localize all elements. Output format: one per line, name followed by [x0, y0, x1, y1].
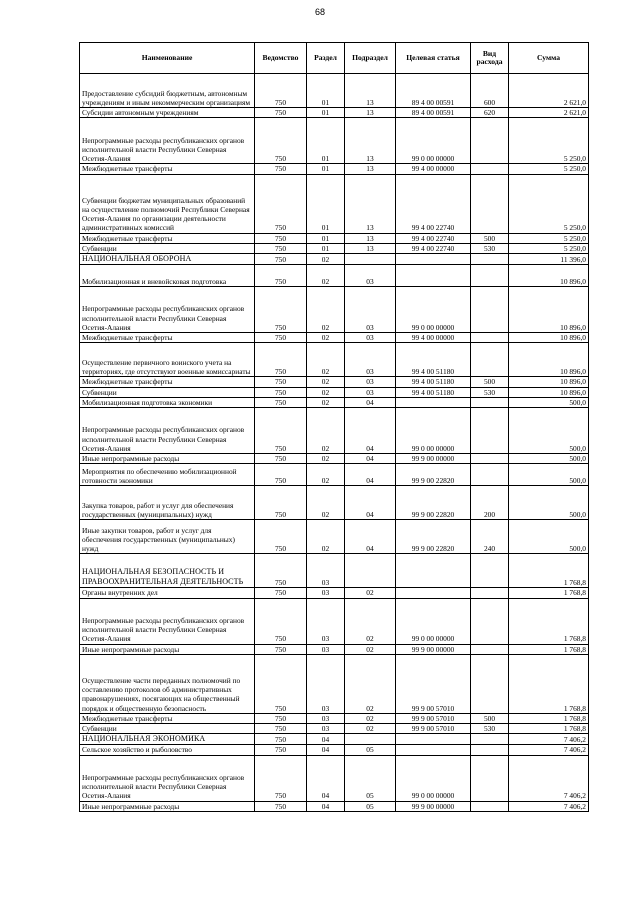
cell-vid-raskhoda: 200: [471, 486, 509, 520]
cell-razdel: 01: [307, 233, 345, 243]
header-podrazdel: Подраздел: [345, 43, 396, 74]
cell-vid-raskhoda: [471, 734, 509, 745]
cell-celevaya-statya: 99 9 00 22820: [396, 520, 471, 554]
table-row: [80, 343, 589, 377]
cell-podrazdel: [345, 554, 396, 588]
cell-vid-raskhoda: [471, 454, 509, 464]
cell-name: Иные непрограммные расходы: [80, 801, 255, 811]
cell-name: Субвенции бюджетам муниципальных образований на осуществление полномочий Республики Северная Осетия-Алания по организации деятельности административных комиссий: [80, 174, 255, 233]
cell-name: Мероприятия по обеспечению мобилизационной готовности экономики: [80, 464, 255, 486]
cell-celevaya-statya: 99 9 00 00000: [396, 644, 471, 654]
cell-name: Иные непрограммные расходы: [80, 454, 255, 464]
table-row: [80, 598, 589, 644]
cell-summa: 7 406,2: [509, 745, 589, 755]
cell-razdel: 04: [307, 755, 345, 801]
table-row: [80, 243, 589, 253]
cell-name: Межбюджетные трансферты: [80, 164, 255, 174]
cell-name: Осуществление первичного воинского учета на территориях, где отсутствуют военные комиссариаты: [80, 343, 255, 377]
cell-podrazdel: 03: [345, 377, 396, 387]
cell-podrazdel: 04: [345, 397, 396, 407]
cell-vid-raskhoda: [471, 174, 509, 233]
cell-celevaya-statya: 99 4 00 00000: [396, 333, 471, 343]
cell-summa: 10 896,0: [509, 377, 589, 387]
table-row: [80, 644, 589, 654]
table-header-row: [80, 43, 589, 74]
cell-name: НАЦИОНАЛЬНАЯ ОБОРОНА: [80, 254, 255, 265]
cell-razdel: 01: [307, 174, 345, 233]
cell-summa: 10 896,0: [509, 265, 589, 287]
cell-summa: 5 250,0: [509, 243, 589, 253]
cell-vid-raskhoda: [471, 118, 509, 164]
cell-summa: 500,0: [509, 454, 589, 464]
page-number: 68: [314, 7, 325, 17]
cell-vedomstvo: 750: [255, 174, 307, 233]
cell-vid-raskhoda: [471, 287, 509, 333]
cell-podrazdel: 13: [345, 243, 396, 253]
cell-celevaya-statya: 99 4 00 22740: [396, 243, 471, 253]
cell-razdel: 02: [307, 520, 345, 554]
cell-name: Межбюджетные трансферты: [80, 333, 255, 343]
cell-summa: 7 406,2: [509, 734, 589, 745]
cell-vid-raskhoda: 500: [471, 713, 509, 723]
table-body: [80, 74, 589, 812]
cell-vedomstvo: 750: [255, 588, 307, 598]
cell-celevaya-statya: 99 0 00 00000: [396, 408, 471, 454]
cell-summa: 7 406,2: [509, 755, 589, 801]
cell-vedomstvo: 750: [255, 243, 307, 253]
cell-celevaya-statya: 99 4 00 22740: [396, 174, 471, 233]
cell-name: Мобилизационная и вневойсковая подготовка: [80, 265, 255, 287]
cell-vedomstvo: 750: [255, 343, 307, 377]
table-row: [80, 755, 589, 801]
cell-podrazdel: 03: [345, 333, 396, 343]
cell-vedomstvo: 750: [255, 164, 307, 174]
cell-vid-raskhoda: [471, 397, 509, 407]
cell-vid-raskhoda: 600: [471, 74, 509, 108]
cell-name: Межбюджетные трансферты: [80, 377, 255, 387]
cell-name: Непрограммные расходы республиканских органов исполнительной власти Республики Северная Осетия-Алания: [80, 118, 255, 164]
cell-razdel: 03: [307, 554, 345, 588]
budget-table: [79, 42, 589, 812]
cell-celevaya-statya: 99 4 00 00000: [396, 164, 471, 174]
cell-vedomstvo: 750: [255, 520, 307, 554]
table-row: [80, 654, 589, 713]
cell-razdel: 02: [307, 408, 345, 454]
cell-podrazdel: 02: [345, 713, 396, 723]
cell-name: Мобилизационная подготовка экономики: [80, 397, 255, 407]
cell-summa: 1 768,8: [509, 654, 589, 713]
cell-podrazdel: [345, 254, 396, 265]
table-row: [80, 254, 589, 265]
table-row: [80, 724, 589, 734]
cell-celevaya-statya: 99 9 00 22820: [396, 464, 471, 486]
table-row: [80, 74, 589, 108]
cell-summa: 5 250,0: [509, 164, 589, 174]
cell-vedomstvo: 750: [255, 265, 307, 287]
cell-name: Непрограммные расходы республиканских органов исполнительной власти Республики Северная Осетия-Алания: [80, 287, 255, 333]
cell-vedomstvo: 750: [255, 387, 307, 397]
cell-podrazdel: 05: [345, 755, 396, 801]
cell-podrazdel: 02: [345, 654, 396, 713]
header-vedomstvo: Ведомство: [255, 43, 307, 74]
cell-razdel: 01: [307, 164, 345, 174]
cell-summa: 10 896,0: [509, 333, 589, 343]
cell-vedomstvo: 750: [255, 464, 307, 486]
cell-vid-raskhoda: [471, 598, 509, 644]
cell-podrazdel: 05: [345, 745, 396, 755]
cell-podrazdel: 02: [345, 588, 396, 598]
cell-name: Субвенции: [80, 243, 255, 253]
cell-celevaya-statya: 99 9 00 57010: [396, 713, 471, 723]
cell-summa: 5 250,0: [509, 174, 589, 233]
cell-vid-raskhoda: 530: [471, 724, 509, 734]
cell-name: Непрограммные расходы республиканских органов исполнительной власти Республики Северная Осетия-Алания: [80, 408, 255, 454]
cell-summa: 10 896,0: [509, 287, 589, 333]
cell-vid-raskhoda: 500: [471, 233, 509, 243]
cell-vid-raskhoda: 240: [471, 520, 509, 554]
cell-celevaya-statya: 99 9 00 22820: [396, 486, 471, 520]
cell-summa: 500,0: [509, 408, 589, 454]
cell-vid-raskhoda: [471, 254, 509, 265]
cell-podrazdel: 04: [345, 464, 396, 486]
cell-celevaya-statya: 99 9 00 57010: [396, 654, 471, 713]
cell-celevaya-statya: [396, 254, 471, 265]
cell-summa: 1 768,8: [509, 588, 589, 598]
table-row: [80, 118, 589, 164]
header-name: Наименование: [80, 43, 255, 74]
cell-vedomstvo: 750: [255, 233, 307, 243]
cell-vid-raskhoda: [471, 408, 509, 454]
cell-celevaya-statya: [396, 588, 471, 598]
cell-vedomstvo: 750: [255, 333, 307, 343]
cell-podrazdel: 13: [345, 174, 396, 233]
cell-podrazdel: 02: [345, 644, 396, 654]
cell-name: Осуществление части переданных полномочий по составлению протоколов об административных правонарушениях, посягающих на общественный порядок и общественную безопасность: [80, 654, 255, 713]
cell-name: Межбюджетные трансферты: [80, 713, 255, 723]
cell-razdel: 01: [307, 108, 345, 118]
cell-celevaya-statya: [396, 554, 471, 588]
cell-podrazdel: 05: [345, 801, 396, 811]
table-row: [80, 801, 589, 811]
cell-name: Межбюджетные трансферты: [80, 233, 255, 243]
cell-razdel: 03: [307, 724, 345, 734]
table-row: [80, 174, 589, 233]
cell-vid-raskhoda: [471, 755, 509, 801]
cell-vid-raskhoda: [471, 164, 509, 174]
cell-summa: 500,0: [509, 520, 589, 554]
cell-celevaya-statya: 99 4 00 51180: [396, 343, 471, 377]
cell-podrazdel: 04: [345, 486, 396, 520]
cell-vedomstvo: 750: [255, 254, 307, 265]
cell-celevaya-statya: 99 0 00 00000: [396, 118, 471, 164]
cell-name: Закупка товаров, работ и услуг для обеспечения государственных (муниципальных) нужд: [80, 486, 255, 520]
table-row: [80, 233, 589, 243]
cell-name: Субвенции: [80, 724, 255, 734]
cell-vedomstvo: 750: [255, 755, 307, 801]
cell-vedomstvo: 750: [255, 408, 307, 454]
cell-vid-raskhoda: 530: [471, 387, 509, 397]
cell-summa: 500,0: [509, 486, 589, 520]
cell-summa: 2 621,0: [509, 108, 589, 118]
cell-celevaya-statya: [396, 265, 471, 287]
cell-vedomstvo: 750: [255, 287, 307, 333]
cell-vedomstvo: 750: [255, 486, 307, 520]
cell-name: Сельское хозяйство и рыболовство: [80, 745, 255, 755]
cell-celevaya-statya: 89 4 00 00591: [396, 74, 471, 108]
cell-podrazdel: 03: [345, 343, 396, 377]
cell-razdel: 04: [307, 734, 345, 745]
cell-celevaya-statya: 99 9 00 00000: [396, 801, 471, 811]
cell-vedomstvo: 750: [255, 108, 307, 118]
cell-razdel: 01: [307, 243, 345, 253]
cell-summa: 500,0: [509, 464, 589, 486]
cell-summa: 1 768,8: [509, 644, 589, 654]
table-row: [80, 734, 589, 745]
cell-summa: 10 896,0: [509, 343, 589, 377]
cell-name: Непрограммные расходы республиканских органов исполнительной власти Республики Северная Осетия-Алания: [80, 755, 255, 801]
cell-razdel: 02: [307, 377, 345, 387]
cell-celevaya-statya: 99 0 00 00000: [396, 287, 471, 333]
table-row: [80, 464, 589, 486]
cell-podrazdel: 04: [345, 520, 396, 554]
header-summa: Сумма: [509, 43, 589, 74]
cell-name: Непрограммные расходы республиканских органов исполнительной власти Республики Северная Осетия-Алания: [80, 598, 255, 644]
cell-name: Органы внутренних дел: [80, 588, 255, 598]
table-row: [80, 387, 589, 397]
cell-summa: 1 768,8: [509, 724, 589, 734]
table-row: [80, 520, 589, 554]
cell-celevaya-statya: 99 9 00 00000: [396, 454, 471, 464]
table-row: [80, 745, 589, 755]
table-row: [80, 554, 589, 588]
cell-summa: 5 250,0: [509, 233, 589, 243]
cell-razdel: 02: [307, 333, 345, 343]
cell-summa: 11 396,0: [509, 254, 589, 265]
cell-podrazdel: 04: [345, 408, 396, 454]
cell-razdel: 03: [307, 598, 345, 644]
table-row: [80, 588, 589, 598]
cell-razdel: 01: [307, 74, 345, 108]
table-row: [80, 397, 589, 407]
header-vid-raskhoda: Вид расхода: [471, 43, 509, 74]
cell-podrazdel: 13: [345, 108, 396, 118]
cell-celevaya-statya: 99 4 00 22740: [396, 233, 471, 243]
cell-razdel: 03: [307, 644, 345, 654]
table-row: [80, 486, 589, 520]
cell-vid-raskhoda: [471, 654, 509, 713]
table-row: [80, 265, 589, 287]
cell-name: НАЦИОНАЛЬНАЯ ЭКОНОМИКА: [80, 734, 255, 745]
cell-podrazdel: [345, 734, 396, 745]
cell-razdel: 01: [307, 118, 345, 164]
cell-razdel: 04: [307, 745, 345, 755]
table-row: [80, 377, 589, 387]
cell-vedomstvo: 750: [255, 713, 307, 723]
cell-razdel: 03: [307, 713, 345, 723]
cell-razdel: 03: [307, 654, 345, 713]
table-row: [80, 713, 589, 723]
table-row: [80, 408, 589, 454]
cell-razdel: 02: [307, 387, 345, 397]
cell-celevaya-statya: 99 0 00 00000: [396, 598, 471, 644]
cell-summa: 10 896,0: [509, 387, 589, 397]
cell-vedomstvo: 750: [255, 598, 307, 644]
cell-summa: 1 768,8: [509, 713, 589, 723]
table-row: [80, 287, 589, 333]
cell-celevaya-statya: 99 4 00 51180: [396, 387, 471, 397]
cell-vid-raskhoda: [471, 554, 509, 588]
cell-vid-raskhoda: [471, 333, 509, 343]
cell-celevaya-statya: 99 9 00 57010: [396, 724, 471, 734]
cell-podrazdel: 04: [345, 454, 396, 464]
cell-celevaya-statya: 99 0 00 00000: [396, 755, 471, 801]
cell-podrazdel: 13: [345, 164, 396, 174]
table-row: [80, 108, 589, 118]
cell-celevaya-statya: 99 4 00 51180: [396, 377, 471, 387]
cell-vedomstvo: 750: [255, 377, 307, 387]
cell-vedomstvo: 750: [255, 654, 307, 713]
cell-vedomstvo: 750: [255, 554, 307, 588]
cell-celevaya-statya: [396, 745, 471, 755]
header-razdel: Раздел: [307, 43, 345, 74]
cell-vid-raskhoda: [471, 745, 509, 755]
cell-vid-raskhoda: [471, 588, 509, 598]
cell-celevaya-statya: 89 4 00 00591: [396, 108, 471, 118]
cell-vedomstvo: 750: [255, 644, 307, 654]
cell-summa: 5 250,0: [509, 118, 589, 164]
header-celevaya-statya: Целевая статья: [396, 43, 471, 74]
cell-celevaya-statya: [396, 734, 471, 745]
cell-vedomstvo: 750: [255, 118, 307, 164]
cell-vid-raskhoda: [471, 464, 509, 486]
cell-summa: 2 621,0: [509, 74, 589, 108]
cell-vedomstvo: 750: [255, 74, 307, 108]
cell-razdel: 02: [307, 343, 345, 377]
cell-name: Субвенции: [80, 387, 255, 397]
cell-razdel: 04: [307, 801, 345, 811]
cell-podrazdel: 03: [345, 265, 396, 287]
cell-name: Иные закупки товаров, работ и услуг для обеспечения государственных (муниципальных) нужд: [80, 520, 255, 554]
cell-vedomstvo: 750: [255, 745, 307, 755]
cell-summa: 7 406,2: [509, 801, 589, 811]
cell-podrazdel: 03: [345, 287, 396, 333]
cell-vid-raskhoda: [471, 801, 509, 811]
cell-vid-raskhoda: 620: [471, 108, 509, 118]
cell-vid-raskhoda: 500: [471, 377, 509, 387]
cell-razdel: 02: [307, 454, 345, 464]
table-row: [80, 333, 589, 343]
cell-name: Иные непрограммные расходы: [80, 644, 255, 654]
cell-name: НАЦИОНАЛЬНАЯ БЕЗОПАСНОСТЬ И ПРАВООХРАНИТЕЛЬНАЯ ДЕЯТЕЛЬНОСТЬ: [80, 554, 255, 588]
cell-podrazdel: 03: [345, 387, 396, 397]
cell-celevaya-statya: [396, 397, 471, 407]
cell-razdel: 02: [307, 287, 345, 333]
cell-summa: 1 768,8: [509, 598, 589, 644]
cell-summa: 1 768,8: [509, 554, 589, 588]
cell-vid-raskhoda: [471, 644, 509, 654]
cell-podrazdel: 13: [345, 118, 396, 164]
cell-podrazdel: 13: [345, 233, 396, 243]
cell-razdel: 02: [307, 254, 345, 265]
cell-podrazdel: 13: [345, 74, 396, 108]
cell-vedomstvo: 750: [255, 734, 307, 745]
cell-razdel: 03: [307, 588, 345, 598]
table-row: [80, 454, 589, 464]
cell-vedomstvo: 750: [255, 724, 307, 734]
cell-vid-raskhoda: [471, 343, 509, 377]
cell-vedomstvo: 750: [255, 801, 307, 811]
cell-vedomstvo: 750: [255, 397, 307, 407]
cell-name: Субсидии автономным учреждениям: [80, 108, 255, 118]
table-row: [80, 164, 589, 174]
cell-vid-raskhoda: 530: [471, 243, 509, 253]
cell-podrazdel: 02: [345, 724, 396, 734]
cell-summa: 500,0: [509, 397, 589, 407]
cell-vid-raskhoda: [471, 265, 509, 287]
cell-podrazdel: 02: [345, 598, 396, 644]
cell-razdel: 02: [307, 486, 345, 520]
cell-vedomstvo: 750: [255, 454, 307, 464]
cell-razdel: 02: [307, 464, 345, 486]
cell-razdel: 02: [307, 397, 345, 407]
cell-razdel: 02: [307, 265, 345, 287]
cell-name: Предоставление субсидий бюджетным, автономным учреждениям и иным некоммерческим организациям: [80, 74, 255, 108]
